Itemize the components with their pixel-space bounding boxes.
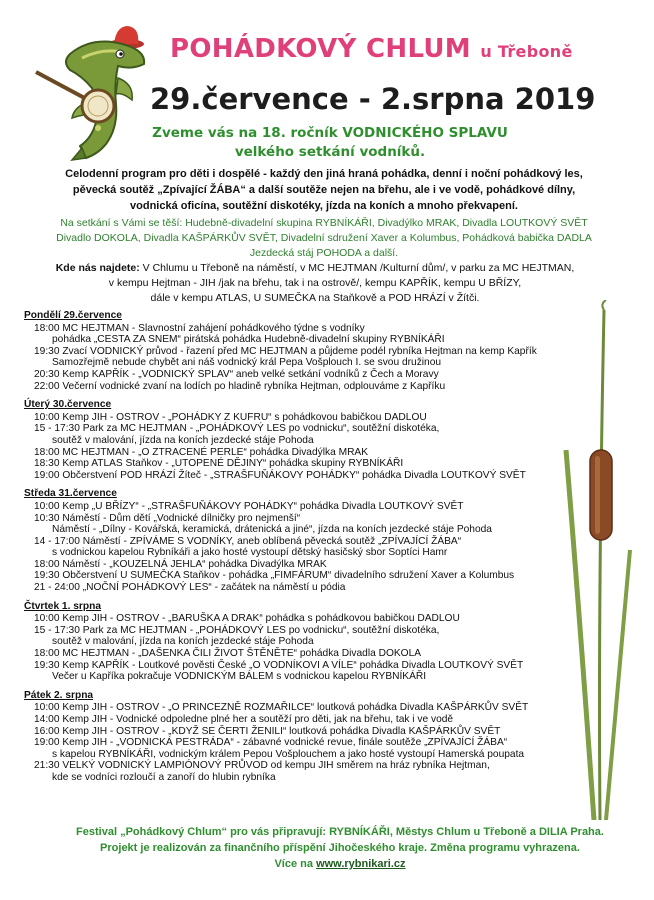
invitation-line-2: velkého setkání vodníků. bbox=[234, 144, 426, 160]
event-item: 10:00 Kemp JIH - OSTROV - „BARUŠKA A DRAK“ pohádka s pohádkovou babičkou DADLOU bbox=[34, 613, 460, 625]
event-continuation: s kapelou RYBNÍKÁŘI, vodnickým králem Pepou Vošplouchem a jako hosté vystoupí Hamerská poupata bbox=[52, 748, 525, 760]
event-continuation: kde se vodníci rozloučí a zanoří do hlubin rybníka bbox=[52, 771, 276, 783]
cattail-reed-icon bbox=[560, 300, 650, 820]
locations-line-1: V Chlumu u Třeboně na náměstí, v MC HEJTMAN /Kulturní dům/, v parku za MC HEJTMAN, bbox=[142, 262, 575, 274]
event-item: 15 - 17:30 Park za MC HEJTMAN - „POHÁDKOVÝ LES po vodnicku“, soutěžní diskotéka, bbox=[34, 423, 440, 435]
event-continuation: soutěž v malování, jízda na koních jezdecké stáje Pohoda bbox=[52, 434, 314, 446]
event-item: 16:00 Kemp JIH - OSTROV - „KDYŽ SE ČERTI ŽENILI“ loutková pohádka Divadla KAŠPÁRKŮV SVĚT bbox=[34, 725, 501, 737]
intro-line-3: vodnická oficína, soutěžní diskotéky, jízda na koních a mnoho překvapení. bbox=[130, 200, 518, 212]
locations-label: Kde nás najdete: bbox=[55, 262, 140, 274]
locations-text bbox=[55, 261, 575, 306]
event-item: 14:00 Kemp JIH - Vodnické odpoledne plné her a soutěží pro děti, jak na břehu, tak i ve vodě bbox=[34, 714, 454, 725]
performers-line-1: Na setkání s Vámi se těší: Hudebně-divadelní skupina RYBNÍKÁŘI, Divadýlko MRAK, Divadla LOUTKOVÝ SVĚT bbox=[60, 217, 588, 229]
event-item: 21 - 24:00 „NOČNÍ POHÁDKOVÝ LES“ - začátek na náměstí u pódia bbox=[34, 582, 346, 594]
event-item: 10:30 Náměstí - Dům dětí „Vodnické dílničky pro nejmenší“ bbox=[34, 512, 301, 524]
performers-line-2: Divadlo DOKOLA, Divadla KAŠPÁRKŮV SVĚT, Divadelní sdružení Xaver a Kolumbus, Pohádková babička DADLA bbox=[56, 232, 592, 244]
event-item: 19:30 Občerstvení U SUMEČKA Staňkov - pohádka „FIMFÁRUM“ divadelního sdružení Xaver a Kolumbus bbox=[34, 570, 515, 582]
website-link[interactable]: www.rybnikari.cz bbox=[316, 858, 406, 870]
event-continuation: soutěž v malování, jízda na koních jezdecké stáje Pohoda bbox=[52, 636, 314, 648]
footer-more-label: Více na bbox=[274, 858, 313, 870]
locations-line-2: v kempu Hejtman - JIH /jak na břehu, tak i na ostrově/, kempu KAPŘÍK, kempu U BŘÍZY, bbox=[108, 277, 522, 289]
day-heading: Úterý 30.července bbox=[24, 399, 112, 411]
footer-line-1: Festival „Pohádkový Chlum“ pro vás připravují: RYBNÍKÁŘI, Městys Chlum u Třeboně a DILIA Praha. bbox=[76, 826, 604, 838]
intro-line-1: Celodenní program pro děti i dospělé - každý den jiná hraná pohádka, denní i noční pohádkový les, bbox=[65, 168, 583, 180]
event-item: 10:00 Kemp JIH - OSTROV - „O PRINCEZNĚ ROZMAŘILCE“ loutková pohádka Divadla KAŠPÁRKŮV SVĚT bbox=[34, 702, 529, 714]
event-continuation: Náměstí - „Dílny - Kovářská, keramická, drátenická a jiné“, jízda na koních jezdecké stáje Pohoda bbox=[52, 524, 492, 536]
invitation-line-1: Zveme vás na 18. ročník VODNICKÉHO SPLAVU bbox=[152, 125, 508, 141]
poster-title bbox=[170, 34, 573, 64]
footer-line-2: Projekt je realizován za finančního příspění Jihočeského kraje. Změna programu vyhrazena. bbox=[100, 842, 580, 854]
footer bbox=[60, 824, 620, 872]
locations-line-3: dále v kempu ATLAS, U SUMEČKA na Staňkově a POD HRÁZÍ v Žítči. bbox=[150, 292, 480, 304]
event-item: 18:00 Náměstí - „KOUZELNÁ JEHLA“ pohádka Divadýlka MRAK bbox=[34, 558, 327, 570]
event-continuation: pohádka „CESTA ZA SNEM“ pirátská pohádka Hudebně-divadelní skupiny RYBNÍKÁŘI bbox=[52, 334, 445, 346]
event-item: 19:30 Kemp KAPŘÍK - Loutkové pověsti České „O VODNÍKOVI A VÍLE“ pohádka Divadla LOUTKOVÝ SVĚT bbox=[34, 659, 524, 671]
event-item: 19:30 Zvací VODNICKÝ průvod - řazení před MC HEJTMAN a půjdeme podél rybníka Hejtman na kemp Kapřík bbox=[34, 345, 537, 357]
title-main: POHÁDKOVÝ CHLUM bbox=[170, 34, 471, 64]
event-item: 19:00 Kemp JIH - „VODNICKÁ PESTRÁDA“ - zábavné vodnické revue, finále soutěže „ZPÍVAJÍCÍ ŽÁBA“ bbox=[34, 737, 508, 749]
programme bbox=[24, 310, 594, 784]
title-suffix: u Třeboně bbox=[480, 42, 573, 61]
event-dates: 29.července - 2.srpna 2019 bbox=[150, 82, 596, 116]
event-item: 20:30 Kemp KAPŘÍK - „VODNICKÝ SPLAV“ aneb velké setkání vodníků z Čech a Moravy bbox=[34, 368, 439, 380]
invitation bbox=[100, 124, 560, 162]
day-heading: Pondělí 29.července bbox=[24, 310, 122, 321]
event-continuation: s vodnickou kapelou Rybníkáři a jako hosté vystoupí dětský hasičský sbor Soptíci Hamr bbox=[52, 547, 448, 559]
event-item: 10:00 Kemp JIH - OSTROV - „POHÁDKY Z KUFRU“ s pohádkovou babičkou DADLOU bbox=[34, 411, 427, 423]
day-heading: Čtvrtek 1. srpna bbox=[24, 600, 102, 612]
event-item: 18:00 MC HEJTMAN - „O ZTRACENÉ PERLE“ pohádka Divadýlka MRAK bbox=[34, 446, 369, 458]
performers-text bbox=[40, 216, 608, 261]
event-item: 18:00 MC HEJTMAN - „DAŠENKA ČILI ŽIVOT ŠTĚNĚTE“ pohádka Divadla DOKOLA bbox=[34, 648, 422, 660]
event-item: 22:00 Večerní vodnické zvaní na lodích po hladině rybníka Hejtman, odplouváme z Kapříku bbox=[34, 380, 446, 392]
event-item: 18:30 Kemp ATLAS Staňkov - „UTOPENÉ DĚJINY“ pohádka skupiny RYBNÍKÁŘI bbox=[34, 458, 404, 470]
day-heading: Středa 31.července bbox=[24, 488, 117, 500]
event-item: 14 - 17:00 Náměstí - ZPÍVÁME S VODNÍKY, aneb oblíbená pěvecká soutěž „ZPÍVAJÍCÍ ŽÁBA“ bbox=[34, 535, 462, 547]
performers-line-3: Jezdecká stáj POHODA a další. bbox=[249, 247, 399, 259]
day-heading: Pátek 2. srpna bbox=[24, 689, 94, 701]
event-continuation: Samozřejmě nebude chybět ani náš vodnický král Pepa Vošplouch I. se svou družinou bbox=[52, 357, 442, 369]
event-item: 21:30 VELKÝ VODNICKÝ LAMPIÓNOVÝ PRŮVOD od kempu JIH směrem na hráz rybníka Hejtman, bbox=[34, 760, 490, 772]
event-item: 10:00 Kemp „U BŘÍZY“ - „STRAŠFUŇÁKOVY POHÁDKY“ pohádka Divadla LOUTKOVÝ SVĚT bbox=[34, 500, 464, 512]
event-continuation: Večer u Kapříka pokračuje VODNICKÝM BÁLEM s vodnickou kapelou RYBNÍKÁŘI bbox=[52, 671, 427, 683]
event-item: 18:00 MC HEJTMAN - Slavnostní zahájení pohádkového týdne s vodníky bbox=[34, 322, 365, 334]
intro-line-2: pěvecká soutěž „Zpívající ŽÁBA“ a další soutěže nejen na břehu, ale i ve vodě, pohádkové dílny, bbox=[72, 184, 576, 196]
intro-text bbox=[40, 166, 608, 214]
event-item: 19:00 Občerstvení POD HRÁZÍ Žíteč - „STRAŠFUŇÁKOVY POHÁDKY“ pohádka Divadla LOUTKOVÝ SVĚT bbox=[34, 469, 526, 481]
event-item: 15 - 17:30 Park za MC HEJTMAN - „POHÁDKOVÝ LES po vodnicku“, soutěžní diskotéka, bbox=[34, 624, 440, 636]
